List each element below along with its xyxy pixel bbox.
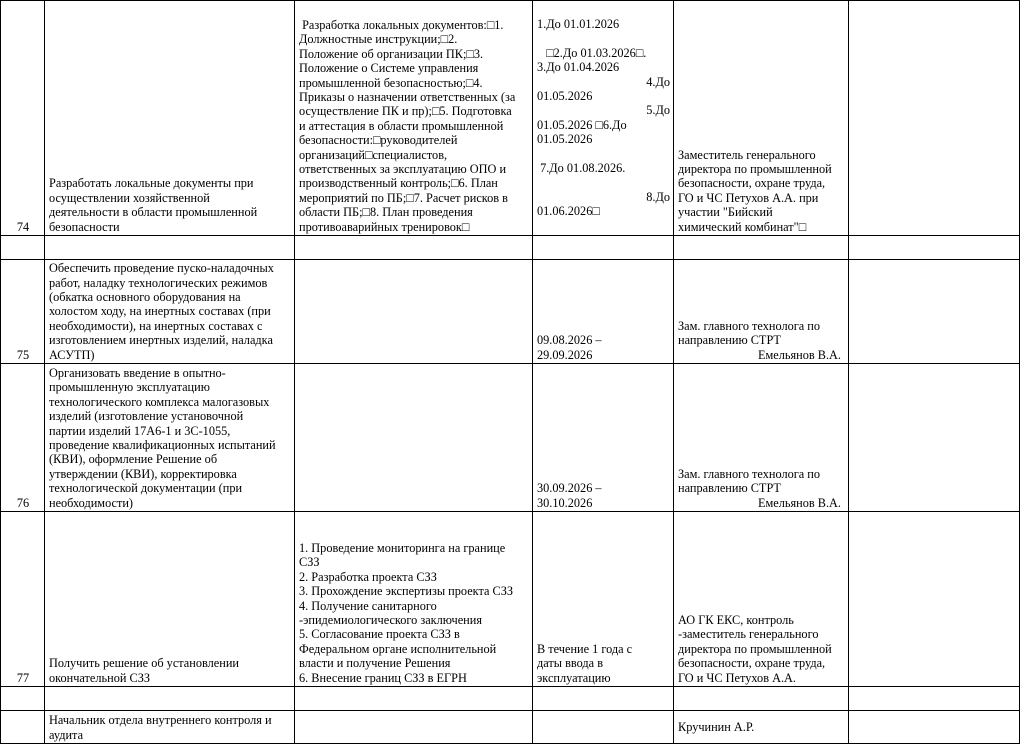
steps-cell — [295, 1, 533, 236]
responsible-line: безопасности, охране труда, — [678, 176, 826, 191]
notes-cell — [849, 364, 1020, 512]
dates-line: 1.До 01.01.2026 — [537, 17, 620, 31]
table-row — [1, 260, 1020, 364]
responsible-line: химический комбинат"□ — [678, 219, 807, 234]
responsible-line: Зам. главного технолога по — [678, 318, 821, 333]
responsible-cell — [674, 364, 849, 512]
dates-line: 01.06.2026□ — [537, 204, 600, 219]
steps-line: Приказы о назначении ответственных (за — [299, 89, 516, 104]
steps-line: 6. Внесение границ СЗЗ в ЕГРН — [299, 670, 467, 685]
dates-line: В течение 1 года с — [537, 641, 633, 656]
steps-line: мероприятий по ПБ;□7. Расчет рисков в — [299, 190, 508, 205]
dates-line: даты ввода в — [537, 656, 604, 671]
dates-line: 01.05.2026 □6.До — [537, 117, 627, 132]
steps-line: 4. Получение санитарного — [299, 598, 437, 613]
table-row — [1, 364, 1020, 512]
task-line: окончательной СЗЗ — [49, 670, 151, 685]
dates-line: 5.До — [646, 103, 670, 118]
responsible-line: ГО и ЧС Петухов А.А. при — [678, 190, 819, 205]
task-line: Получить решение об установлении — [49, 656, 239, 671]
table-row — [1, 1, 1020, 236]
responsible-cell — [674, 512, 849, 687]
steps-line: СЗЗ — [299, 555, 320, 570]
task-line: необходимости), на инертных составах с — [49, 318, 263, 333]
responsible-line: Емельянов В.А. — [758, 495, 841, 510]
dates-line: 7.До 01.08.2026. — [537, 161, 626, 176]
signature-name: Кручинин А.Р. — [674, 711, 849, 744]
task-line: деятельности в области промышленной — [49, 205, 258, 220]
steps-line: организаций□специалистов, — [299, 147, 448, 162]
dates-line: 01.05.2026 — [537, 132, 593, 147]
signature-row — [1, 711, 1020, 744]
task-line: проведение квалификационных испытаний — [49, 437, 276, 452]
steps-line: -эпидемиологического заключения — [299, 612, 482, 627]
responsible-line: Заместитель генерального — [678, 147, 816, 162]
steps-line: 3. Прохождение экспертизы проекта СЗЗ — [299, 584, 514, 599]
task-line: работ, наладку технологических режимов — [49, 275, 268, 290]
steps-line: 2. Разработка проекта СЗЗ — [299, 569, 437, 584]
dates-cell — [533, 1, 674, 236]
task-line: необходимости) — [49, 495, 134, 510]
task-line: Разработать локальные документы при — [49, 176, 254, 191]
task-line: (обкатка основного оборудования на — [49, 289, 241, 304]
responsible-line: безопасности, охране труда, — [678, 656, 826, 671]
task-cell — [45, 512, 295, 687]
notes-cell — [849, 260, 1020, 364]
dates-line: эксплуатацию — [537, 670, 611, 685]
spacer-row — [1, 687, 1020, 711]
steps-line: Разработка локальных документов:□1. — [299, 17, 504, 32]
dates-line: 30.09.2026 – — [537, 481, 602, 496]
task-cell — [45, 260, 295, 364]
steps-line: безопасности:□руководителей — [299, 133, 458, 148]
task-line: осуществлении хозяйственной — [49, 190, 210, 205]
dates-line: 4.До — [646, 74, 670, 89]
task-line: промышленную эксплуатацию — [49, 380, 210, 395]
row-number: 77 — [1, 512, 45, 687]
row-number: 76 — [1, 364, 45, 512]
task-cell — [45, 1, 295, 236]
table-row — [1, 512, 1020, 687]
row-number: 75 — [1, 260, 45, 364]
steps-line: Положение о Системе управления — [299, 61, 479, 76]
responsible-line: директора по промышленной — [678, 161, 832, 176]
dates-line — [537, 147, 670, 161]
steps-line: промышленной безопасностью;□4. — [299, 75, 483, 90]
signature-position: Начальник отдела внутреннего контроля и аудита — [45, 711, 295, 744]
task-line: технологического комплекса малогазовых — [49, 394, 270, 409]
dates-line — [537, 175, 670, 189]
responsible-line: направлению СТРТ — [678, 481, 781, 496]
responsible-line: -заместитель генерального — [678, 627, 819, 642]
task-line: АСУТП) — [49, 347, 95, 362]
dates-line: 30.10.2026 — [537, 495, 593, 510]
notes-cell — [849, 1, 1020, 236]
task-cell — [45, 364, 295, 512]
steps-line: противоаварийных тренировок□ — [299, 219, 470, 234]
responsible-line: ГО и ЧС Петухов А.А. — [678, 670, 796, 685]
steps-line: ответственных за эксплуатацию ОПО и — [299, 161, 507, 176]
dates-line: □2.До 01.03.2026□. — [537, 45, 647, 60]
task-line: Организовать введение в опытно- — [49, 365, 226, 380]
steps-line: и аттестация в области промышленной — [299, 118, 504, 133]
steps-line: 5. Согласование проекта СЗЗ в — [299, 627, 460, 642]
responsible-line: направлению СТРТ — [678, 333, 781, 348]
task-line: холостом ходу, на инертных составах (при — [49, 304, 271, 319]
steps-line: 1. Проведение мониторинга на границе — [299, 540, 506, 555]
notes-cell — [849, 512, 1020, 687]
responsible-line: Емельянов В.А. — [758, 347, 841, 362]
dates-line: 01.05.2026 — [537, 89, 593, 104]
task-line: утверждении (КВИ), корректировка — [49, 466, 237, 481]
steps-line: Должностные инструкции;□2. — [299, 32, 458, 47]
dates-line: 8.До — [646, 189, 670, 204]
spacer-row — [1, 236, 1020, 260]
task-line: технологической документации (при — [49, 481, 243, 496]
row-number: 74 — [1, 1, 45, 236]
dates-cell — [533, 260, 674, 364]
responsible-cell — [674, 260, 849, 364]
steps-cell — [295, 512, 533, 687]
steps-line: Положение об организации ПК;□3. — [299, 46, 484, 61]
task-line: Обеспечить проведение пуско-наладочных — [49, 261, 274, 276]
dates-cell — [533, 512, 674, 687]
steps-line: области ПБ;□8. План проведения — [299, 205, 473, 220]
responsible-line: директора по промышленной — [678, 641, 832, 656]
steps-line: производственный контроль;□6. План — [299, 176, 498, 191]
responsible-line: участии "Бийский — [678, 205, 773, 220]
task-line: (КВИ), оформление Решение об — [49, 452, 218, 467]
dates-cell — [533, 364, 674, 512]
steps-cell — [295, 260, 533, 364]
task-line: изделий (изготовление установочной — [49, 409, 244, 424]
steps-line: осуществление ПК и пр);□5. Подготовка — [299, 104, 512, 119]
steps-line: власти и получение Решения — [299, 656, 451, 671]
task-line: изготовлением инертных изделий, наладка — [49, 333, 273, 348]
dates-line — [537, 31, 670, 45]
task-line: безопасности — [49, 219, 120, 234]
responsible-cell — [674, 1, 849, 236]
dates-line: 29.09.2026 — [537, 347, 593, 362]
steps-cell — [295, 364, 533, 512]
dates-line: 09.08.2026 – — [537, 333, 602, 348]
dates-line: 3.До 01.04.2026 — [537, 60, 620, 75]
steps-line: Федеральном органе исполнительной — [299, 641, 497, 656]
responsible-line: Зам. главного технолога по — [678, 466, 821, 481]
responsible-line: АО ГК ЕКС, контроль — [678, 612, 794, 627]
task-line: партии изделий 17А6-1 и 3С-1055, — [49, 423, 231, 438]
